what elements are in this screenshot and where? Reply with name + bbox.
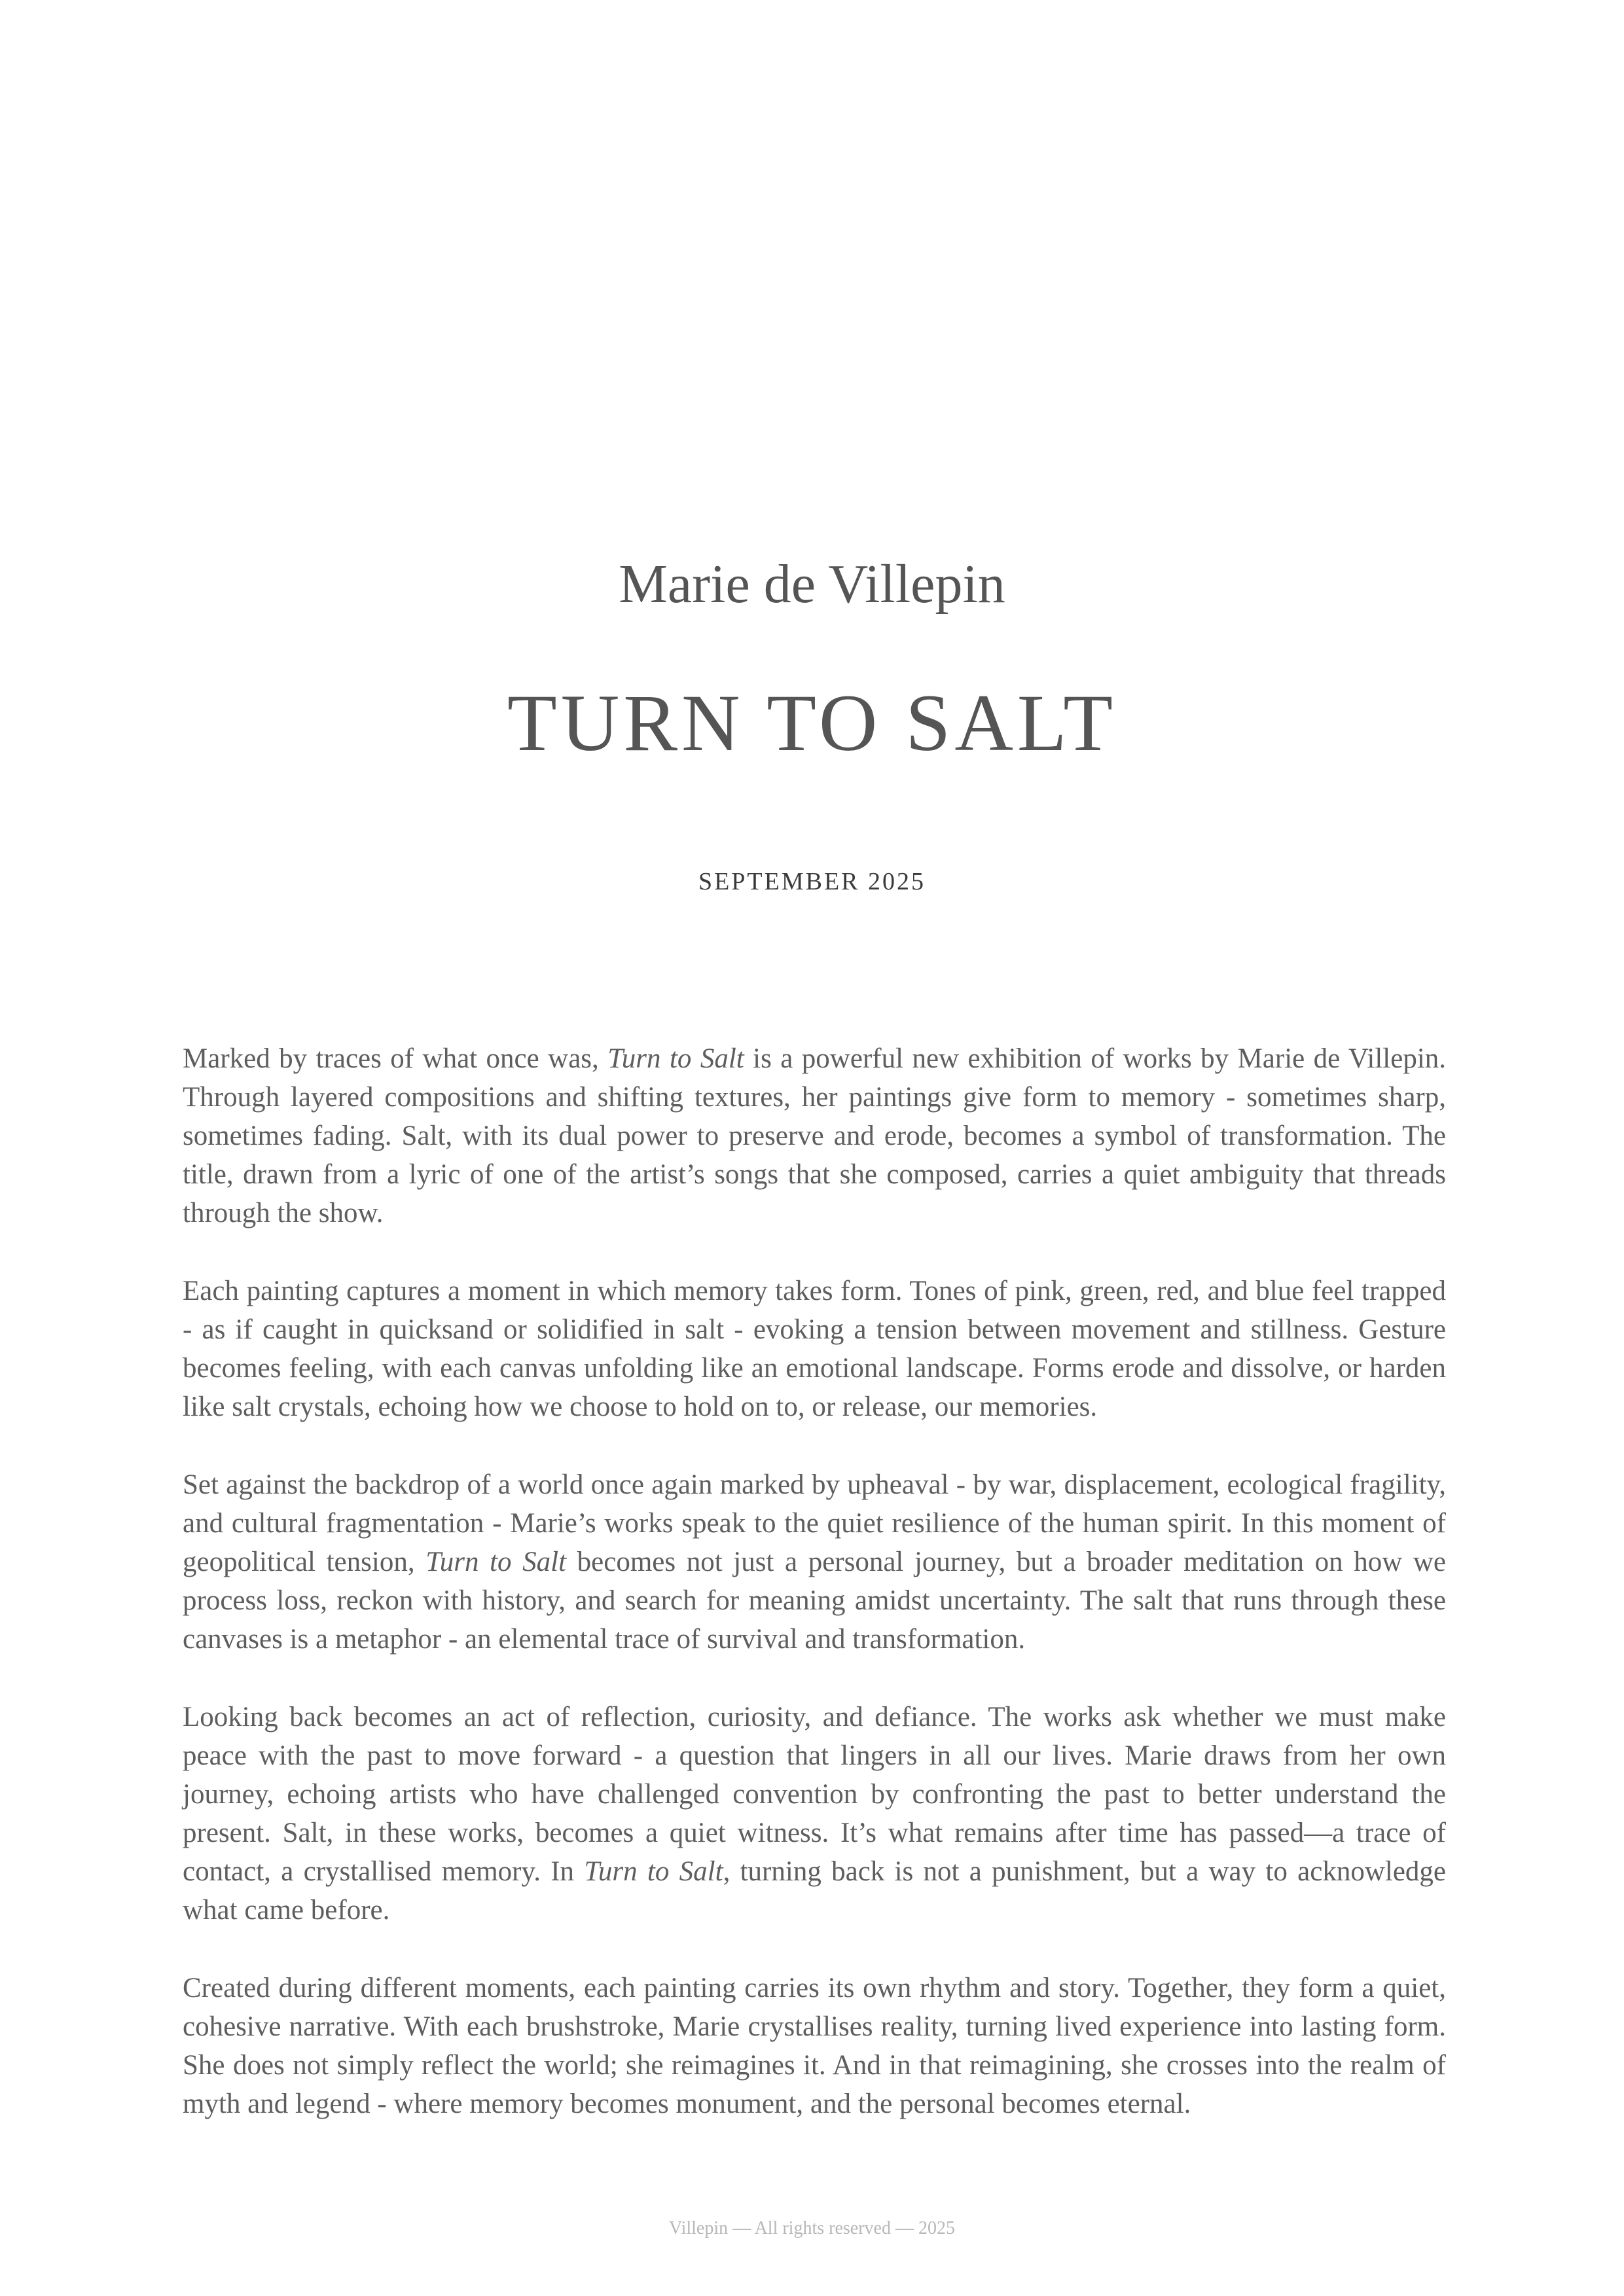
footer-copyright: Villepin — All rights reserved — 2025 <box>669 2218 955 2238</box>
paragraph-1-text-end: is a powerful new exhibition of works by Marie de Villepin. Through layered compositions and shifting textures, her paintings give form to memory - sometimes sharp, sometimes fading. Salt, with its dual power to preserve and erode, becomes a symbol of transformation. The title, drawn from a lyric of one of the artist’s songs that she composed, carries a quiet ambiguity that threads through the show. <box>183 1043 1447 1229</box>
paragraph-3 <box>183 1465 1446 1659</box>
artist-name: Marie de Villepin <box>619 554 1005 615</box>
paragraph-1-title-ref: Turn to Salt <box>607 1043 744 1074</box>
exhibition-date: SEPTEMBER 2025 <box>698 868 926 895</box>
exhibition-title: TURN TO SALT <box>507 678 1117 768</box>
paragraph-3-text-start: Set against the backdrop of a world once again marked by upheaval - by war, displacement, ecological fragility, and cultural fragmentation - Marie’s works speak to the quiet resilience of the human spirit. In this moment of geopolitical tension, <box>183 1469 1446 1577</box>
paragraph-4 <box>183 1698 1446 1929</box>
paragraph-3-title-ref: Turn to Salt <box>425 1547 567 1577</box>
paragraph-2: Each painting captures a moment in which memory takes form. Tones of pink, green, red, and blue feel trapped - as if caught in quicksand or solidified in salt - evoking a tension between movement and stillness. Gesture becomes feeling, with each canvas unfolding like an emotional landscape. Forms erode and dissolve, or harden like salt crystals, echoing how we choose to hold on to, or release, our memories. <box>183 1276 1446 1422</box>
paragraph-1 <box>183 1039 1446 1232</box>
paragraph-1-text-start: Marked by traces of what once was, <box>183 1043 608 1074</box>
paragraph-4-text-end: , turning back is not a punishment, but a way to acknowledge what came before. <box>183 1856 1446 1926</box>
paragraph-4-title-ref: Turn to Salt <box>584 1856 723 1887</box>
paragraph-3-text-end: becomes not just a personal journey, but a broader meditation on how we process loss, reckon with history, and search for meaning amidst uncertainty. The salt that runs through these canvases is a metaphor - an elemental trace of survival and transformation. <box>183 1547 1447 1655</box>
press-release-body <box>183 1039 1446 2162</box>
paragraph-4-text-start: Looking back becomes an act of reflection, curiosity, and defiance. The works ask whether we must make peace with the past to move forward - a question that lingers in all our lives. Marie draws from her own journey, echoing artists who have challenged convention by confronting the past to better understand the present. Salt, in these works, becomes a quiet witness. It’s what remains after time has passed—a trace of contact, a crystallised memory. In <box>183 1702 1446 1887</box>
paragraph-5: Created during different moments, each painting carries its own rhythm and story. Together, they form a quiet, cohesive narrative. With each brushstroke, Marie crystallises reality, turning lived experience into lasting form. She does not simply reflect the world; she reimagines it. And in that reimagining, she crosses into the realm of myth and legend - where memory becomes monument, and the personal becomes eternal. <box>183 1973 1446 2119</box>
